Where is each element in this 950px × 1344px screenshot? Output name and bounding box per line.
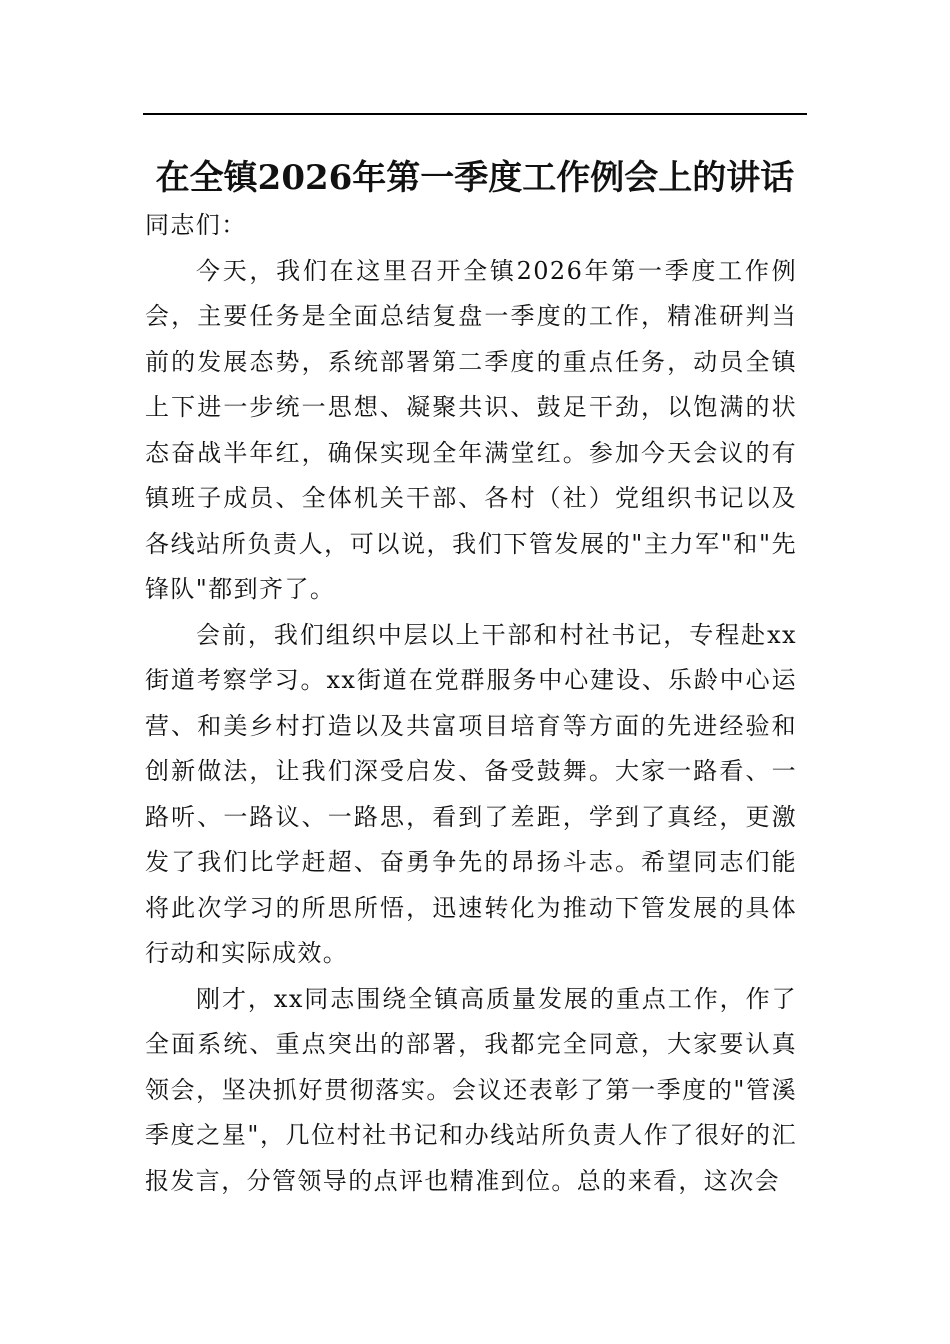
document-body <box>145 203 797 1204</box>
document-title: 在全镇2026年第一季度工作例会上的讲话 <box>155 158 795 198</box>
paragraph-opening: 今天，我们在这里召开全镇2026年第一季度工作例会，主要任务是全面总结复盘一季度的工作，精准研判当前的发展态势，系统部署第二季度的重点任务，动员全镇上下进一步统一思想、凝聚共识、鼓足干劲，以饱满的状态奋战半年红，确保实现全年满堂红。参加今天会议的有镇班子成员、全体机关干部、各村（社）党组织书记以及各线站所负责人，可以说，我们下管发展的"主力军"和"先锋队"都到齐了。 <box>145 256 797 603</box>
paragraph-meeting-review: 刚才，xx同志围绕全镇高质量发展的重点工作，作了全面系统、重点突出的部署，我都完全同意，大家要认真领会，坚决抓好贯彻落实。会议还表彰了第一季度的"管溪季度之星"，几位村社书记和办线站所负责人作了很好的汇报发言，分管领导的点评也精准到位。总的来看，这次会 <box>145 984 797 1195</box>
paragraph-study-visit: 会前，我们组织中层以上干部和村社书记，专程赴xx街道考察学习。xx街道在党群服务中心建设、乐龄中心运营、和美乡村打造以及共富项目培育等方面的先进经验和创新做法，让我们深受启发、备受鼓舞。大家一路看、一路听、一路议、一路思，看到了差距，学到了真经，更激发了我们比学赶超、奋勇争先的昂扬斗志。希望同志们能将此次学习的所思所悟，迅速转化为推动下管发展的具体行动和实际成效。 <box>145 620 797 967</box>
header-rule <box>143 113 807 115</box>
salutation: 同志们： <box>145 211 247 239</box>
